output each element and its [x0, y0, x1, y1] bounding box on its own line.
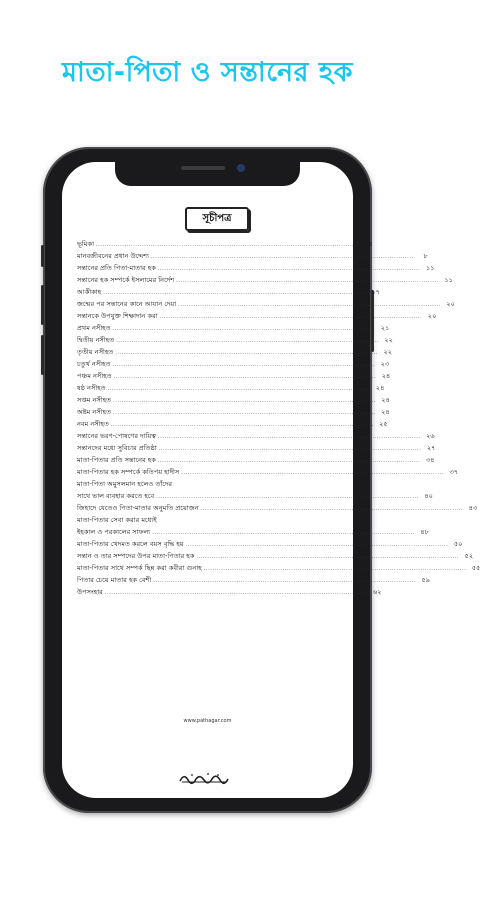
toc-entry[interactable]	[77, 320, 390, 333]
speaker-icon	[181, 166, 225, 170]
toc-entry[interactable]	[77, 500, 478, 513]
toc-entry-page: ২২	[384, 336, 393, 345]
toc-entry-title: পঞ্চম নসীহত	[77, 372, 112, 381]
dot-leader: ........................................................................................................................	[176, 278, 439, 284]
toc-entry-page: ২৪	[381, 396, 390, 405]
toc-entry[interactable]	[77, 548, 474, 561]
dot-leader: ........................................................................................................................	[185, 542, 449, 548]
dot-leader: ........................................................................................................................	[159, 314, 423, 320]
toc-entry-title: সন্তানদের মধ্যে সুবিচার প্রতিষ্ঠা	[77, 444, 157, 453]
dot-leader: ........................................................................................................................	[103, 290, 366, 296]
toc-entry[interactable]	[77, 404, 390, 417]
toc-entry[interactable]	[77, 392, 390, 405]
toc-entry-page: ২৪	[375, 384, 385, 393]
dot-leader: ........................................................................................................................	[113, 398, 376, 404]
dot-leader: ........................................................................................................................	[157, 434, 421, 440]
toc-entry-title: মানবজীবনের প্রধান উদ্দেশ্য	[77, 252, 149, 261]
toc-entry-page: ১১	[444, 276, 453, 285]
toc-entry-page: ৮	[423, 252, 428, 261]
website-url: www.pathagar.com	[183, 718, 232, 724]
toc-entry-page: ৫০	[453, 540, 463, 549]
dot-leader: ........................................................................................................................	[178, 302, 441, 308]
toc-entry-page: ৪৩	[468, 504, 478, 513]
dot-leader: ........................................................................................................................	[96, 242, 359, 248]
toc-entry-title: দ্বিতীয় নসীহত	[77, 336, 115, 345]
toc-entry[interactable]	[77, 356, 390, 369]
camera-icon	[237, 164, 245, 172]
toc-entry-page: ২৭	[426, 444, 436, 453]
toc-entry-title: মাতা-পিতার সেবা করার মধ্যেই	[77, 516, 157, 525]
toc-entry[interactable]	[77, 572, 431, 585]
dot-leader: ........................................................................................................................	[116, 338, 379, 344]
toc-entry-title: উপসংহার	[77, 588, 103, 597]
toc-entry-page: ৫৯	[421, 576, 431, 585]
toc-entry-title: চতুর্থ নসীহত	[77, 360, 111, 369]
toc-entry[interactable]	[77, 512, 345, 524]
toc-entry-title: জিহাদে যেতেও পিতা-মাতার অনুমতি প্রয়োজন	[77, 504, 199, 513]
dot-leader: ........................................................................................................................	[156, 494, 419, 500]
toc-entry[interactable]	[77, 440, 436, 453]
toc-entry[interactable]	[77, 560, 480, 573]
publisher-logo-icon	[178, 771, 230, 783]
toc-entry[interactable]	[77, 524, 429, 537]
toc-entry-title: ষষ্ঠ নসীহত	[77, 384, 106, 393]
toc-entry-title: মাতা-পিতার প্রতি সন্তানের হক	[77, 456, 156, 465]
toc-entry-page: ৬২	[372, 588, 382, 597]
toc-entry-page: ৫৫	[471, 564, 480, 573]
toc-entry[interactable]	[77, 296, 455, 309]
toc-entry[interactable]	[77, 488, 433, 501]
dot-leader: ........................................................................................................................	[152, 530, 415, 536]
app-headline: মাতা-পিতা ও সন্তানের হক	[62, 57, 353, 88]
dot-leader: ........................................................................................................................	[107, 386, 371, 392]
toc-entry[interactable]	[77, 536, 463, 549]
toc-entry-page: ৫	[368, 240, 373, 249]
toc-entry-title: আকীকাহ	[77, 288, 102, 297]
dot-leader: ........................................................................................................................	[200, 506, 464, 512]
toc-entry-page: ৩৪	[425, 456, 435, 465]
dot-leader: ........................................................................................................................	[181, 470, 445, 476]
toc-entry-title: সন্তানের প্রতি পিতা-মাতার হক	[77, 264, 156, 273]
toc-entry-title: মাতা-পিতার সাথে সম্পর্ক ছিন্ন করা কবীরা গুনাহ	[77, 564, 202, 573]
toc-entry[interactable]	[77, 476, 345, 488]
toc-entry-page: ২৬	[426, 432, 435, 441]
toc-entry-title: নবম নসীহত	[77, 420, 109, 429]
dot-leader: ........................................................................................................................	[203, 566, 467, 572]
dot-leader: ........................................................................................................................	[113, 410, 376, 416]
dot-leader: ........................................................................................................................	[112, 362, 376, 368]
toc-entry-title: মাতা-পিতা অমুসলমান হলেও তাঁদের	[77, 480, 172, 489]
toc-entry[interactable]	[77, 584, 382, 597]
dot-leader: ........................................................................................................................	[157, 458, 421, 464]
toc-entry[interactable]	[77, 332, 393, 345]
dot-leader: ........................................................................................................................	[104, 590, 368, 596]
toc-entry-page: ২৫	[379, 420, 388, 429]
toc-entry-page: ১১	[425, 264, 435, 273]
toc-entry[interactable]	[77, 416, 388, 429]
dot-leader: ........................................................................................................................	[113, 374, 377, 380]
toc-entry-page: ২৩	[380, 360, 390, 369]
toc-entry[interactable]	[77, 272, 453, 285]
toc-entry-page: ৪০	[424, 492, 433, 501]
toc-entry-title: ইহকাল ও পরকালের সাফল্য	[77, 528, 151, 537]
dot-leader: ........................................................................................................................	[112, 326, 376, 332]
toc-entry-page: ৫২	[464, 552, 474, 561]
toc-entry-title: সন্তানের ভরণ-পোষণের দায়িত্ব	[77, 432, 156, 441]
toc-entry-page: ২৪	[381, 408, 390, 417]
toc-entry[interactable]	[77, 464, 459, 477]
toc-entry-title: প্রথম নসীহত	[77, 324, 111, 333]
volume-down-button	[41, 335, 44, 375]
dot-leader: ........................................................................................................................	[110, 422, 374, 428]
toc-entry[interactable]	[77, 284, 380, 297]
toc-entry-page: ২৪	[381, 372, 391, 381]
side-button	[41, 245, 44, 267]
toc-entry-page: ২২	[383, 348, 393, 357]
toc-entry-title: সাথে ভাল ব্যবহার করতে হবে	[77, 492, 155, 501]
dot-leader: ........................................................................................................................	[158, 446, 422, 452]
dot-leader: ........................................................................................................................	[157, 266, 421, 272]
toc-entry-title: তৃতীয় নসীহত	[77, 348, 114, 357]
toc-entry-page: ৩৭	[449, 468, 459, 477]
toc-entry-title: অষ্টম নসীহত	[77, 408, 112, 417]
toc-entry[interactable]	[77, 380, 385, 393]
toc-entry-page: ২১	[380, 324, 390, 333]
toc-entry[interactable]	[77, 428, 435, 441]
toc-entry[interactable]	[77, 368, 391, 381]
toc-entry-page: ৪৮	[420, 528, 429, 537]
table-of-contents	[77, 236, 480, 597]
toc-entry-title: সন্তানের হক সম্পর্কে ইসলামের নির্দেশ	[77, 276, 175, 285]
toc-entry[interactable]	[77, 308, 437, 321]
toc-entry-page: ১৭	[371, 288, 380, 297]
toc-entry-title: মাতা-পিতার হক সম্পর্কে কতিপয় হাদীস	[77, 468, 180, 477]
toc-entry-title: সন্তানকে উপযুক্ত শিক্ষাদান করা	[77, 312, 158, 321]
toc-entry-title: মাতা-পিতার খেদমত করলে বয়স বৃদ্ধি হয়	[77, 540, 184, 549]
toc-entry-title: সপ্তম নসীহত	[77, 396, 112, 405]
dot-leader: ........................................................................................................................	[115, 350, 379, 356]
toc-entry[interactable]	[77, 236, 373, 249]
toc-entry[interactable]	[77, 260, 435, 273]
dot-leader: ........................................................................................................................	[150, 254, 414, 260]
toc-title: সূচীপত্র	[185, 207, 249, 231]
dot-leader: ........................................................................................................................	[196, 554, 460, 560]
dot-leader: ........................................................................................................................	[153, 578, 417, 584]
volume-up-button	[41, 285, 44, 325]
toc-entry-title: পিতার চেয়ে মাতার হক বেশী	[77, 576, 152, 585]
toc-entry-title: সন্তান ও তার সম্পদের উপর মাতা-পিতার হক	[77, 552, 195, 561]
toc-entry-page: ২০	[446, 300, 455, 309]
toc-entry[interactable]	[77, 344, 393, 357]
toc-entry[interactable]	[77, 452, 435, 465]
toc-entry-page: ২০	[427, 312, 437, 321]
toc-entry[interactable]	[77, 248, 428, 261]
toc-entry-title: ভূমিকা	[77, 240, 94, 249]
toc-entry-title: জন্মের পর সন্তানের কানে আযান দেয়া	[77, 300, 177, 309]
